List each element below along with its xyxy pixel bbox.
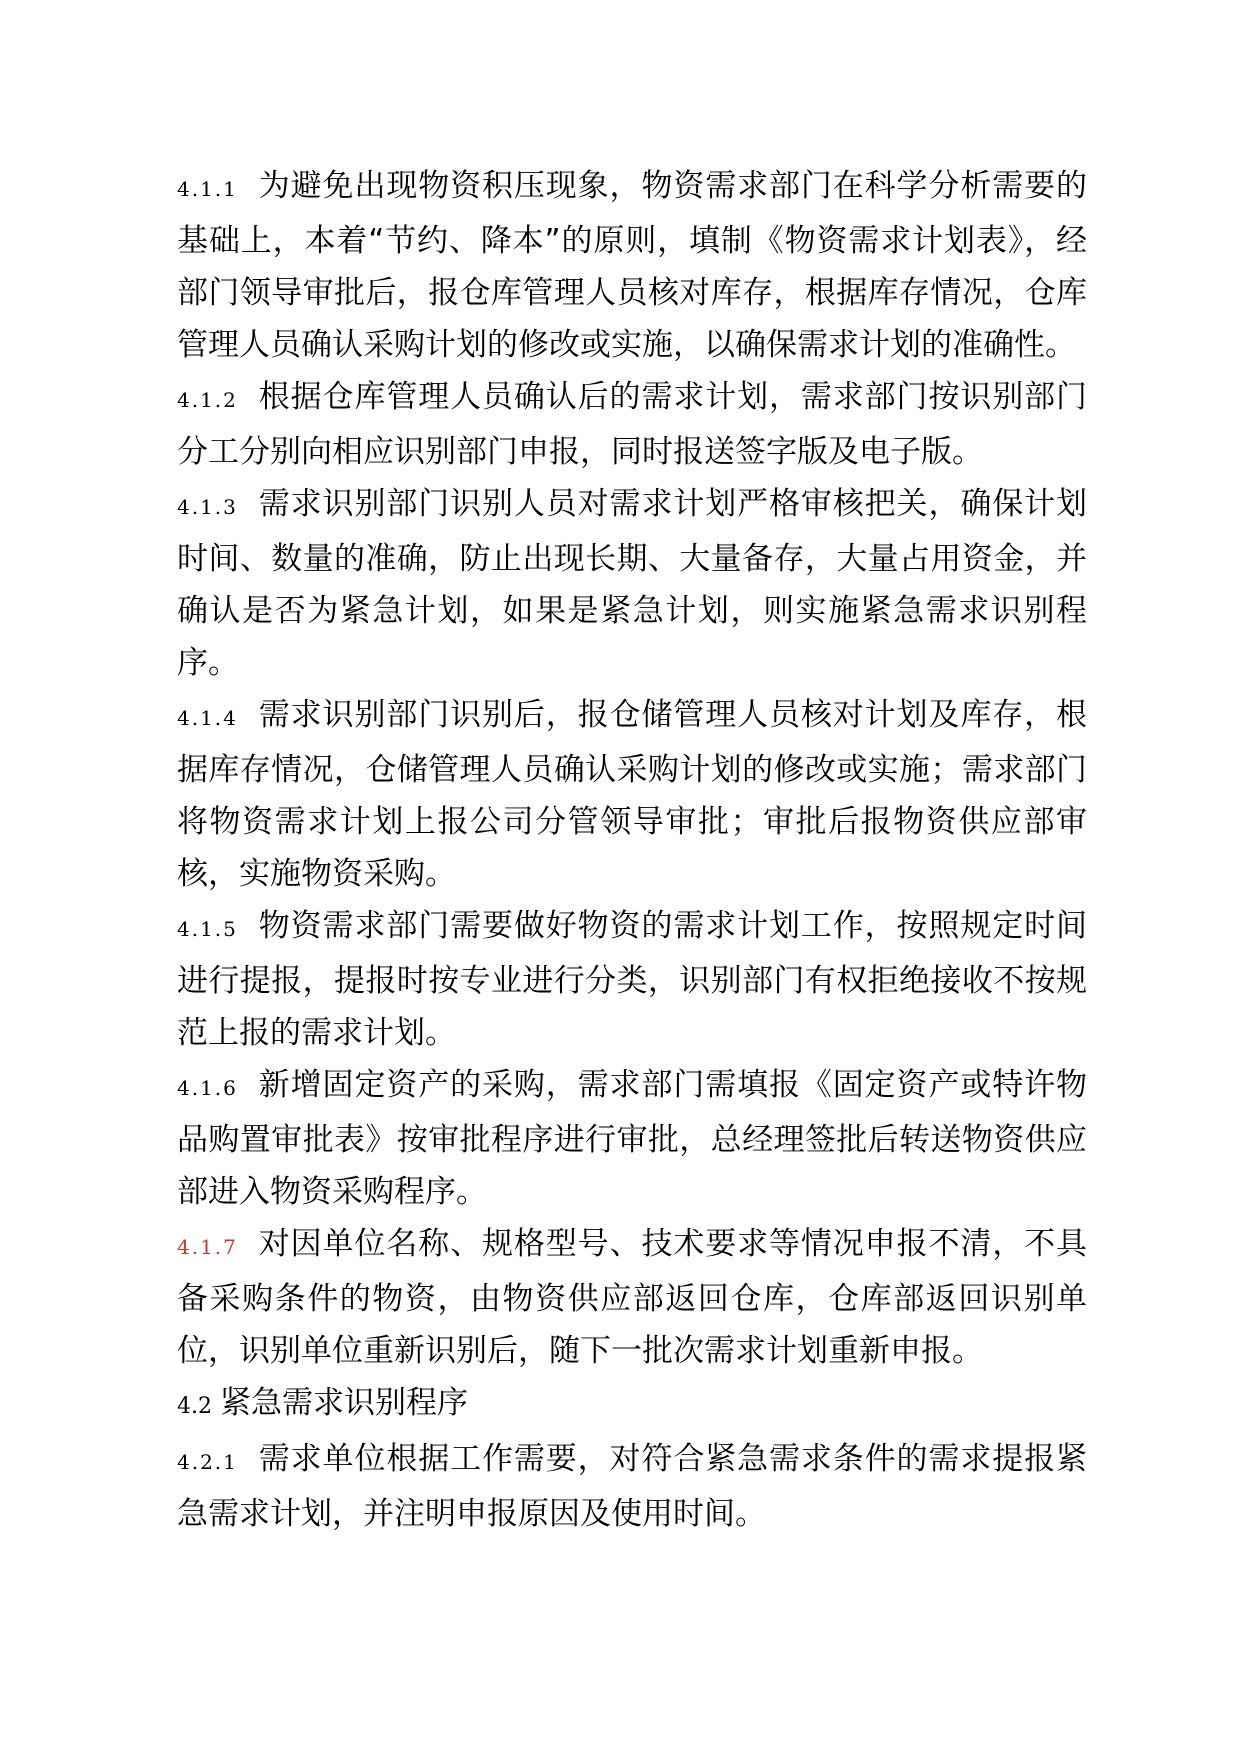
clause-4-1-3 xyxy=(177,478,1087,689)
clause-text: 对因单位名称、规格型号、技术要求等情况申报不清，不具备采购条件的物资，由物资供应部返回仓库，仓库部返回识别单位，识别单位重新识别后，随下一批次需求计划重新申报。 xyxy=(177,1226,1087,1369)
clause-number: 4.1.5 xyxy=(177,917,238,941)
clause-number: 4.1.2 xyxy=(177,388,238,412)
clause-text: 需求单位根据工作需要，对符合紧急需求条件的需求提报紧急需求计划，并注明申报原因及使用时间。 xyxy=(177,1441,1087,1532)
clause-number: 4.1.1 xyxy=(177,177,238,201)
clause-text: 新增固定资产的采购，需求部门需填报《固定资产或特许物品购置审批表》按审批程序进行审批，总经理签批后转送物资供应部进入物资采购程序。 xyxy=(177,1067,1087,1210)
clause-number: 4.2.1 xyxy=(177,1450,238,1474)
clause-4-1-1 xyxy=(177,160,1087,371)
clause-text: 需求识别部门识别人员对需求计划严格审核把关，确保计划时间、数量的准确，防止出现长期、大量备存，大量占用资金，并确认是否为紧急计划，如果是紧急计划，则实施紧急需求识别程序。 xyxy=(177,486,1087,681)
section-heading-4-2 xyxy=(177,1377,1087,1433)
clause-4-1-6 xyxy=(177,1059,1087,1218)
clause-4-2-1 xyxy=(177,1433,1087,1540)
clause-4-1-4 xyxy=(177,689,1087,900)
document-body xyxy=(177,160,1087,1540)
clause-4-1-7 xyxy=(177,1218,1087,1377)
clause-4-1-5 xyxy=(177,900,1087,1059)
section-title: 紧急需求识别程序 xyxy=(220,1385,468,1421)
clause-number: 4.1.3 xyxy=(177,495,238,519)
clause-4-1-2 xyxy=(177,371,1087,478)
clause-text: 根据仓库管理人员确认后的需求计划，需求部门按识别部门分工分别向相应识别部门申报，同时报送签字版及电子版。 xyxy=(177,379,1087,470)
clause-number-highlighted: 4.1.7 xyxy=(177,1235,238,1259)
clause-number: 4.1.6 xyxy=(177,1076,238,1100)
clause-text: 需求识别部门识别后，报仓储管理人员核对计划及库存，根据库存情况，仓储管理人员确认采购计划的修改或实施；需求部门将物资需求计划上报公司分管领导审批；审批后报物资供应部审核，实施物资采购。 xyxy=(177,697,1087,892)
clause-text: 物资需求部门需要做好物资的需求计划工作，按照规定时间进行提报，提报时按专业进行分类，识别部门有权拒绝接收不按规范上报的需求计划。 xyxy=(177,908,1087,1051)
section-number: 4.2 xyxy=(177,1394,212,1419)
clause-text: 为避免出现物资积压现象，物资需求部门在科学分析需要的基础上，本着“节约、降本”的原则，填制《物资需求计划表》，经部门领导审批后，报仓库管理人员核对库存，根据库存情况，仓库管理人员确认采购计划的修改或实施，以确保需求计划的准确性。 xyxy=(177,168,1087,363)
clause-number: 4.1.4 xyxy=(177,706,238,730)
